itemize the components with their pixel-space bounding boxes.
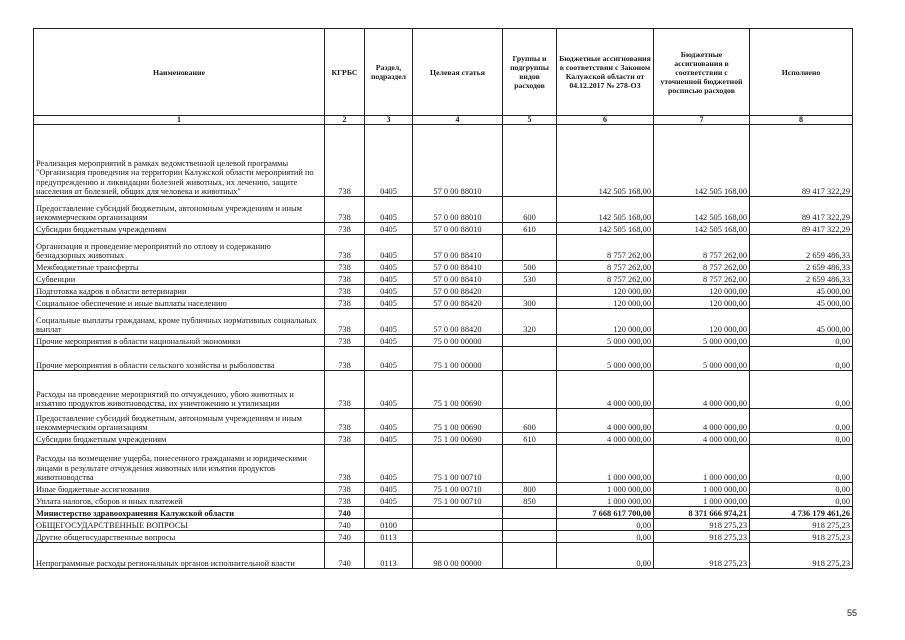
row-refined-amount: 8 371 666 974,21 (654, 507, 750, 519)
row-executed-amount: 89 417 322,29 (750, 223, 853, 235)
budget-table (33, 28, 853, 569)
row-kgrbs: 738 (325, 347, 365, 371)
row-expense-group (503, 235, 557, 261)
row-name: Социальное обеспечение и иные выплаты населению (34, 297, 325, 309)
row-name: Прочие мероприятия в области национальной экономики (34, 335, 325, 347)
row-expense-group: 600 (503, 197, 557, 223)
header-executed: Исполнено (750, 29, 853, 116)
row-kgrbs: 738 (325, 495, 365, 507)
row-target-article (413, 519, 503, 531)
row-name: Иные бюджетные ассигнования (34, 483, 325, 495)
column-number: 2 (325, 116, 365, 125)
row-target-article: 75 0 00 00000 (413, 335, 503, 347)
row-kgrbs: 738 (325, 335, 365, 347)
table-row (34, 285, 853, 297)
row-section: 0405 (365, 483, 413, 495)
row-executed-amount: 0,00 (750, 445, 853, 483)
row-name: Непрограммные расходы региональных органов исполнительной власти (34, 543, 325, 569)
row-expense-group: 320 (503, 309, 557, 335)
row-section: 0405 (365, 197, 413, 223)
row-kgrbs: 738 (325, 409, 365, 433)
row-target-article: 75 1 00 00710 (413, 445, 503, 483)
row-refined-amount: 8 757 262,00 (654, 273, 750, 285)
row-section: 0405 (365, 235, 413, 261)
row-executed-amount: 4 736 179 461,26 (750, 507, 853, 519)
row-target-article: 75 1 00 00710 (413, 483, 503, 495)
row-executed-amount: 0,00 (750, 495, 853, 507)
table-row (34, 261, 853, 273)
row-law-amount: 5 000 000,00 (557, 347, 654, 371)
row-refined-amount: 1 000 000,00 (654, 483, 750, 495)
row-section: 0113 (365, 543, 413, 569)
header-law-allocations: Бюджетные ассигнования в соответствии с Законом Калужской области от 04.12.2017 № 278-ОЗ (557, 29, 654, 116)
row-section: 0113 (365, 531, 413, 543)
row-law-amount: 8 757 262,00 (557, 273, 654, 285)
row-law-amount: 8 757 262,00 (557, 261, 654, 273)
row-executed-amount: 45 000,00 (750, 309, 853, 335)
row-refined-amount: 1 000 000,00 (654, 445, 750, 483)
row-name: Расходы на возмещение ущерба, понесенного гражданами и юридическими лицами в результате отчуждения животных или изъятия продуктов животноводства (34, 445, 325, 483)
table-row (34, 347, 853, 371)
row-name: Организация и проведение мероприятий по отлову и содержанию безнадзорных животных (34, 235, 325, 261)
row-target-article: 57 0 00 88010 (413, 197, 503, 223)
table-row (34, 543, 853, 569)
row-section: 0405 (365, 297, 413, 309)
row-executed-amount: 89 417 322,29 (750, 125, 853, 197)
row-law-amount: 1 000 000,00 (557, 495, 654, 507)
row-executed-amount: 2 659 486,33 (750, 261, 853, 273)
row-target-article: 57 0 00 88420 (413, 309, 503, 335)
column-number: 7 (654, 116, 750, 125)
row-name: Субвенции (34, 273, 325, 285)
row-law-amount: 7 668 617 700,00 (557, 507, 654, 519)
row-section: 0405 (365, 309, 413, 335)
row-executed-amount: 918 275,23 (750, 531, 853, 543)
row-refined-amount: 918 275,23 (654, 519, 750, 531)
row-refined-amount: 8 757 262,00 (654, 261, 750, 273)
row-name: Межбюджетные трансферты (34, 261, 325, 273)
header-section: Раздел, подраздел (365, 29, 413, 116)
row-executed-amount: 918 275,23 (750, 519, 853, 531)
row-expense-group (503, 285, 557, 297)
row-name: Министерство здравоохранения Калужской области (34, 507, 325, 519)
row-refined-amount: 1 000 000,00 (654, 495, 750, 507)
row-law-amount: 142 505 168,00 (557, 223, 654, 235)
row-executed-amount: 45 000,00 (750, 285, 853, 297)
row-executed-amount: 0,00 (750, 347, 853, 371)
row-name: Субсидии бюджетным учреждениям (34, 223, 325, 235)
row-refined-amount: 120 000,00 (654, 309, 750, 335)
row-law-amount: 5 000 000,00 (557, 335, 654, 347)
row-expense-group (503, 519, 557, 531)
header-kgrbs: КГРБС (325, 29, 365, 116)
row-expense-group (503, 347, 557, 371)
table-row (34, 125, 853, 197)
row-expense-group (503, 543, 557, 569)
row-name: Другие общегосударственные вопросы (34, 531, 325, 543)
row-executed-amount: 2 659 486,33 (750, 235, 853, 261)
row-refined-amount: 120 000,00 (654, 297, 750, 309)
row-target-article: 75 1 00 00690 (413, 433, 503, 445)
table-row (34, 273, 853, 285)
header-target-article: Целевая статья (413, 29, 503, 116)
row-law-amount: 120 000,00 (557, 297, 654, 309)
row-law-amount: 120 000,00 (557, 285, 654, 297)
row-section: 0405 (365, 495, 413, 507)
row-kgrbs: 740 (325, 531, 365, 543)
table-row (34, 409, 853, 433)
column-number: 5 (503, 116, 557, 125)
row-section: 0405 (365, 285, 413, 297)
column-number: 8 (750, 116, 853, 125)
table-row (34, 371, 853, 409)
row-section: 0405 (365, 223, 413, 235)
row-target-article: 75 1 00 00690 (413, 371, 503, 409)
row-refined-amount: 918 275,23 (654, 543, 750, 569)
row-section: 0405 (365, 433, 413, 445)
row-kgrbs: 738 (325, 235, 365, 261)
row-target-article: 75 1 00 00690 (413, 409, 503, 433)
row-section: 0100 (365, 519, 413, 531)
table-row (34, 483, 853, 495)
header-row (34, 29, 853, 116)
row-expense-group (503, 335, 557, 347)
row-target-article: 98 0 00 00000 (413, 543, 503, 569)
row-target-article: 57 0 00 88410 (413, 273, 503, 285)
row-executed-amount: 0,00 (750, 433, 853, 445)
row-law-amount: 0,00 (557, 519, 654, 531)
row-kgrbs: 738 (325, 297, 365, 309)
row-name: Реализация мероприятий в рамках ведомственной целевой программы "Организация проведения на территории Калужской области мероприятий по предупреждению и ликвидации болезней животных, их лечению, защите населения от болезней, общих для человека и животных" (34, 125, 325, 197)
row-kgrbs: 740 (325, 519, 365, 531)
table-row (34, 495, 853, 507)
row-law-amount: 4 000 000,00 (557, 409, 654, 433)
row-refined-amount: 142 505 168,00 (654, 197, 750, 223)
row-expense-group: 800 (503, 483, 557, 495)
row-name: Социальные выплаты гражданам, кроме публичных нормативных социальных выплат (34, 309, 325, 335)
table-row (34, 433, 853, 445)
row-name: Предоставление субсидий бюджетным, автономным учреждениям и иным некоммерческим организациям (34, 409, 325, 433)
row-kgrbs: 738 (325, 371, 365, 409)
row-law-amount: 142 505 168,00 (557, 197, 654, 223)
row-section: 0405 (365, 371, 413, 409)
row-target-article: 57 0 00 88010 (413, 125, 503, 197)
row-kgrbs: 738 (325, 223, 365, 235)
row-kgrbs: 738 (325, 433, 365, 445)
row-kgrbs: 740 (325, 507, 365, 519)
row-executed-amount: 0,00 (750, 483, 853, 495)
row-name: ОБЩЕГОСУДАРСТВЕННЫЕ ВОПРОСЫ (34, 519, 325, 531)
row-expense-group (503, 371, 557, 409)
table-row (34, 197, 853, 223)
table-row (34, 531, 853, 543)
header-refined-allocations: Бюджетные ассигнования в соответствии с уточненной бюджетной росписью расходов (654, 29, 750, 116)
table-row (34, 223, 853, 235)
row-law-amount: 0,00 (557, 543, 654, 569)
row-target-article: 57 0 00 88410 (413, 235, 503, 261)
row-expense-group (503, 507, 557, 519)
row-kgrbs: 738 (325, 285, 365, 297)
row-law-amount: 142 505 168,00 (557, 125, 654, 197)
column-number: 6 (557, 116, 654, 125)
row-expense-group: 610 (503, 433, 557, 445)
table-row (34, 297, 853, 309)
table-body (34, 125, 853, 569)
row-kgrbs: 738 (325, 125, 365, 197)
table-row (34, 507, 853, 519)
table-row (34, 235, 853, 261)
row-name: Расходы на проведение мероприятий по отчуждению, убою животных и изъятию продуктов животноводства, их уничтожению и утилизации (34, 371, 325, 409)
row-expense-group: 530 (503, 273, 557, 285)
row-executed-amount: 0,00 (750, 371, 853, 409)
row-kgrbs: 738 (325, 197, 365, 223)
column-number: 4 (413, 116, 503, 125)
row-refined-amount: 4 000 000,00 (654, 433, 750, 445)
table-row (34, 335, 853, 347)
row-expense-group (503, 125, 557, 197)
row-section: 0405 (365, 261, 413, 273)
row-name: Прочие мероприятия в области сельского хозяйства и рыболовства (34, 347, 325, 371)
row-target-article (413, 507, 503, 519)
row-target-article: 75 1 00 00000 (413, 347, 503, 371)
row-law-amount: 4 000 000,00 (557, 371, 654, 409)
row-name: Предоставление субсидий бюджетным, автономным учреждениям и иным некоммерческим организациям (34, 197, 325, 223)
row-section: 0405 (365, 335, 413, 347)
row-expense-group: 300 (503, 297, 557, 309)
row-law-amount: 8 757 262,00 (557, 235, 654, 261)
row-kgrbs: 738 (325, 483, 365, 495)
row-section (365, 507, 413, 519)
row-kgrbs: 738 (325, 445, 365, 483)
table-row (34, 519, 853, 531)
row-expense-group: 850 (503, 495, 557, 507)
row-expense-group: 610 (503, 223, 557, 235)
row-kgrbs: 740 (325, 543, 365, 569)
row-law-amount: 1 000 000,00 (557, 483, 654, 495)
row-executed-amount: 918 275,23 (750, 543, 853, 569)
column-number: 1 (34, 116, 325, 125)
row-refined-amount: 142 505 168,00 (654, 125, 750, 197)
row-expense-group: 600 (503, 409, 557, 433)
row-target-article: 57 0 00 88010 (413, 223, 503, 235)
row-section: 0405 (365, 347, 413, 371)
row-target-article: 75 1 00 00710 (413, 495, 503, 507)
row-law-amount: 4 000 000,00 (557, 433, 654, 445)
row-name: Уплата налогов, сборов и иных платежей (34, 495, 325, 507)
page-number: 55 (846, 608, 857, 618)
row-kgrbs: 738 (325, 309, 365, 335)
row-kgrbs: 738 (325, 273, 365, 285)
row-section: 0405 (365, 125, 413, 197)
row-refined-amount: 918 275,23 (654, 531, 750, 543)
header-name: Наименование (34, 29, 325, 116)
row-executed-amount: 2 659 486,33 (750, 273, 853, 285)
column-number: 3 (365, 116, 413, 125)
row-refined-amount: 4 000 000,00 (654, 409, 750, 433)
table-row (34, 309, 853, 335)
row-kgrbs: 738 (325, 261, 365, 273)
row-expense-group (503, 445, 557, 483)
table-row (34, 445, 853, 483)
row-refined-amount: 5 000 000,00 (654, 347, 750, 371)
row-expense-group: 500 (503, 261, 557, 273)
row-executed-amount: 0,00 (750, 335, 853, 347)
row-executed-amount: 0,00 (750, 409, 853, 433)
row-refined-amount: 120 000,00 (654, 285, 750, 297)
row-target-article (413, 531, 503, 543)
row-target-article: 57 0 00 88420 (413, 297, 503, 309)
row-expense-group (503, 531, 557, 543)
row-target-article: 57 0 00 88420 (413, 285, 503, 297)
row-law-amount: 0,00 (557, 531, 654, 543)
row-target-article: 57 0 00 88410 (413, 261, 503, 273)
row-law-amount: 120 000,00 (557, 309, 654, 335)
row-name: Подготовка кадров в области ветеринарии (34, 285, 325, 297)
column-number-row (34, 116, 853, 125)
row-law-amount: 1 000 000,00 (557, 445, 654, 483)
row-section: 0405 (365, 409, 413, 433)
row-refined-amount: 4 000 000,00 (654, 371, 750, 409)
row-refined-amount: 8 757 262,00 (654, 235, 750, 261)
header-expense-groups: Группы и подгруппы видов расходов (503, 29, 557, 116)
row-refined-amount: 5 000 000,00 (654, 335, 750, 347)
row-executed-amount: 45 000,00 (750, 297, 853, 309)
row-name: Субсидии бюджетным учреждениям (34, 433, 325, 445)
row-section: 0405 (365, 445, 413, 483)
row-executed-amount: 89 417 322,29 (750, 197, 853, 223)
row-refined-amount: 142 505 168,00 (654, 223, 750, 235)
row-section: 0405 (365, 273, 413, 285)
